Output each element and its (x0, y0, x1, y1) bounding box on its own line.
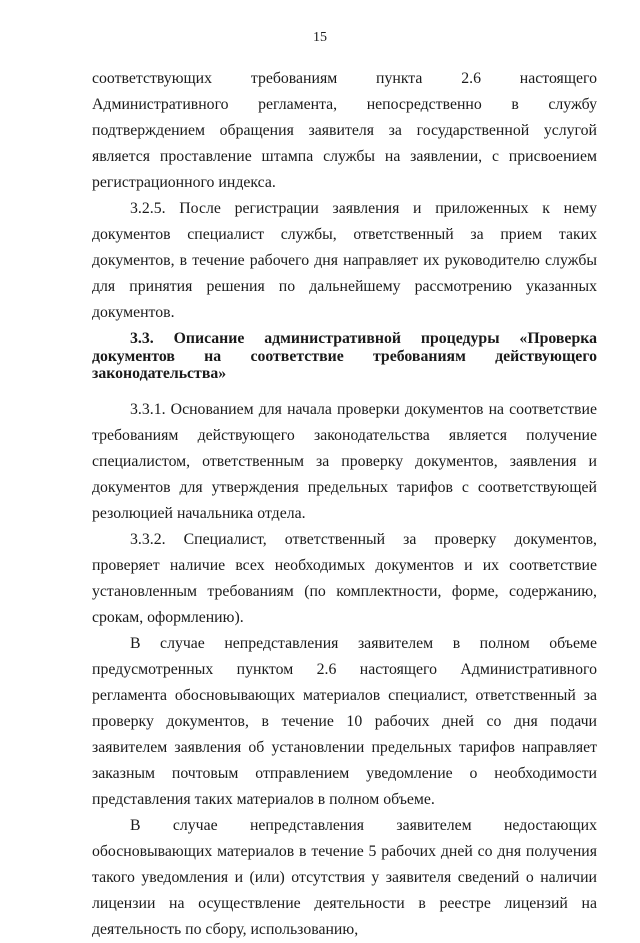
section-heading-3-3: 3.3. Описание административной процедуры «Проверка документов на соответствие требованиям действующего законодательства» (92, 330, 597, 382)
paragraph-3-2-5: 3.2.5. После регистрации заявления и приложенных к нему документов специалист службы, ответственный за прием таких документов, в течение рабочего дня направляет их руководителю службы для принятия решения по дальнейшему рассмотрению указанных документов. (92, 200, 597, 321)
paragraph-non-submission: В случае непредставления заявителем в полном объеме предусмотренных пунктом 2.6 настоящего Административного регламента обосновывающих материалов специалист, ответственный за проверку документов, в течение 10 рабочих дней со дня подачи заявителем заявления об установлении предельных тарифов направляет заказным почтовым отправлением уведомление о необходимости представления таких материалов в полном объеме. (92, 634, 597, 808)
paragraph-continuation: соответствующих требованиям пункта 2.6 настоящего Административного регламента, непосредственно в службу подтверждением обращения заявителя за государственной услугой является проставление штампа службы на заявлении, с присвоением регистрационного индекса. (92, 70, 597, 191)
document-body (92, 66, 597, 943)
page-number: 15 (313, 30, 327, 45)
paragraph-3-3-1: 3.3.1. Основанием для начала проверки документов на соответствие требованиям действующего законодательства является получение специалистом, ответственным за проверку документов, заявления и документов для утверждения предельных тарифов с соответствующей резолюцией начальника отдела. (92, 400, 597, 522)
paragraph-missing-materials: В случае непредставления заявителем недостающих обосновывающих материалов в течение 5 рабочих дней со дня получения такого уведомления и (или) отсутствия у заявителя сведений о наличии лицензии на осуществление деятельности в реестре лицензий на деятельность по сбору, использованию, (92, 816, 597, 938)
paragraph-3-3-2: 3.3.2. Специалист, ответственный за проверку документов, проверяет наличие всех необходимых документов и их соответствие установленным требованиям (по комплектности, форме, содержанию, срокам, оформлению). (92, 530, 597, 626)
